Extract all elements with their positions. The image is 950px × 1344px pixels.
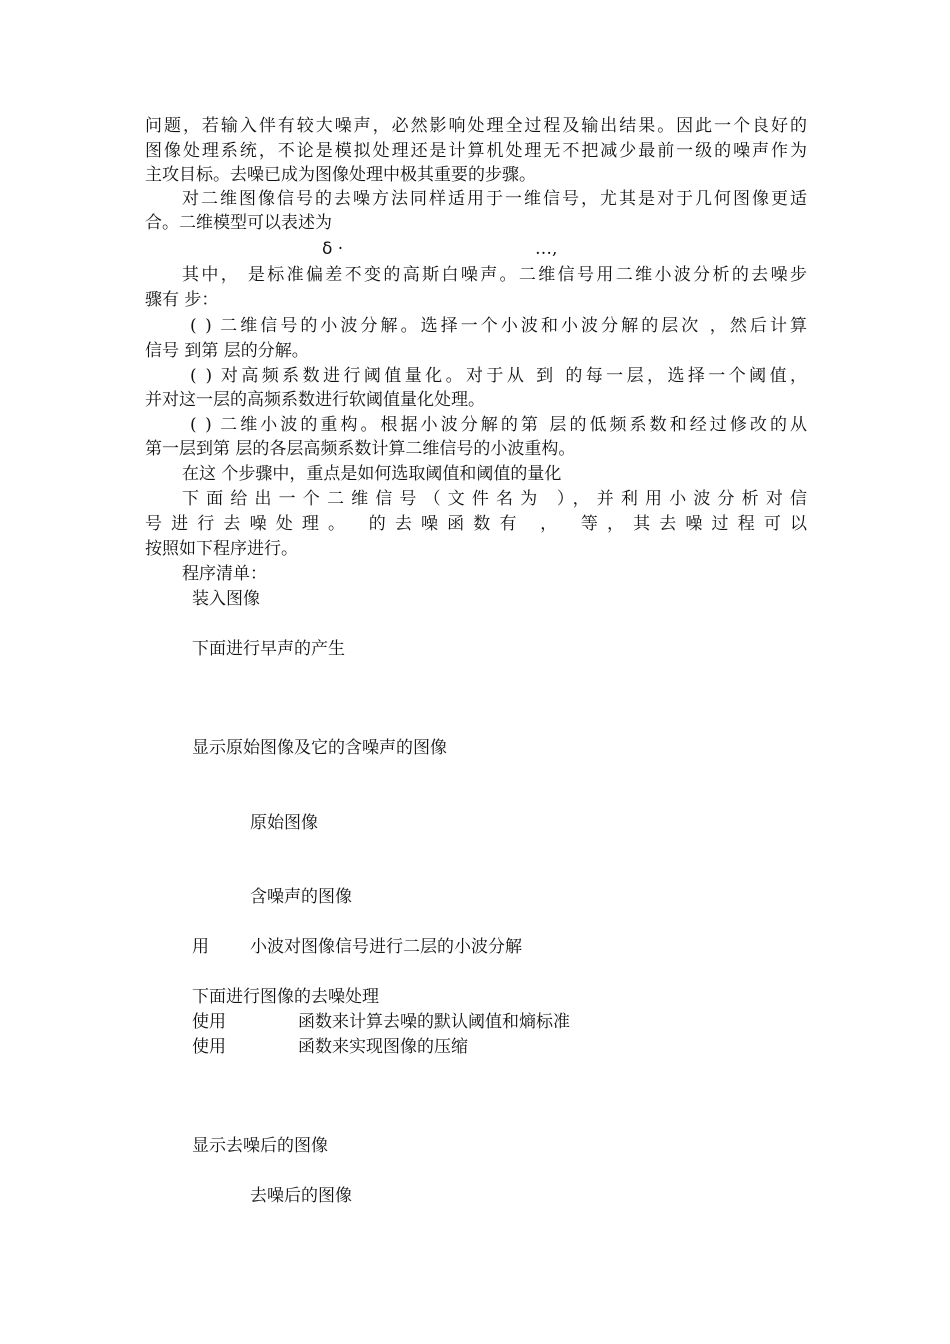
code-comment: 显示原始图像及它的含噪声的图像 xyxy=(192,738,447,758)
step-line: ( ) 二维信号的小波分解。选择一个小波和小波分解的层次 ，然后计算 xyxy=(190,316,807,336)
code-comment: 装入图像 xyxy=(192,589,260,609)
step-line: ( ) 对高频系数进行阈值量化。对于从 到 的每一层，选择一个阈值， xyxy=(190,366,807,386)
code-comment: 含噪声的图像 xyxy=(250,887,352,907)
paragraph-line: 按照如下程序进行。 xyxy=(145,539,298,559)
code-comment: 函数来计算去噪的默认阈值和熵标准 xyxy=(298,1012,570,1032)
paragraph-line: 在这 个步骤中，重点是如何选取阈值和阈值的量化 xyxy=(182,464,562,484)
paragraph-line: 问题，若输入伴有较大噪声，必然影响处理全过程及输出结果。因此一个良好的 xyxy=(145,116,807,136)
paragraph-line: 骤有 步： xyxy=(145,290,219,310)
step-line: ( ) 二维小波的重构。根据小波分解的第 层的低频系数和经过修改的从 xyxy=(190,415,807,435)
code-comment: 使用 xyxy=(192,1037,226,1057)
code-comment: 函数来实现图像的压缩 xyxy=(298,1037,468,1057)
code-comment: 用 xyxy=(192,937,209,957)
paragraph-line: 图像处理系统，不论是模拟处理还是计算机处理无不把减少最前一级的噪声作为 xyxy=(145,141,807,161)
code-comment: 下面进行早声的产生 xyxy=(192,639,345,659)
step-line: 信号 到第 层的分解。 xyxy=(145,341,309,361)
paragraph-line: 对二维图像信号的去噪方法同样适用于一维信号，尤其是对于几何图像更适 xyxy=(182,189,807,209)
code-comment: 下面进行图像的去噪处理 xyxy=(192,987,379,1007)
paragraph-line: 号进行去噪处理。 的去噪函数有 ， 等，其去噪过程可以 xyxy=(145,514,807,534)
paragraph-line: 其中， 是标准偏差不变的高斯白噪声。二维信号用二维小波分析的去噪步 xyxy=(182,265,807,285)
listing-title: 程序清单： xyxy=(182,564,267,584)
code-comment: 显示去噪后的图像 xyxy=(192,1136,328,1156)
step-line: 第一层到第 层的各层高频系数计算二维信号的小波重构。 xyxy=(145,439,576,459)
paragraph-line: 下面给出一个二维信号（文件名为 ），并利用小波分析对信 xyxy=(182,489,807,509)
formula-part: …, xyxy=(535,239,558,259)
code-comment: 小波对图像信号进行二层的小波分解 xyxy=(250,937,522,957)
paragraph-line: 主攻目标。去噪已成为图像处理中极其重要的步骤。 xyxy=(145,165,536,185)
code-comment: 去噪后的图像 xyxy=(250,1186,352,1206)
code-comment: 使用 xyxy=(192,1012,226,1032)
paragraph-line: 合。二维模型可以表述为 xyxy=(145,213,332,233)
code-comment: 原始图像 xyxy=(250,813,318,833)
step-line: 并对这一层的高频系数进行软阈值量化处理。 xyxy=(145,390,485,410)
formula-part: δ · xyxy=(322,239,344,259)
